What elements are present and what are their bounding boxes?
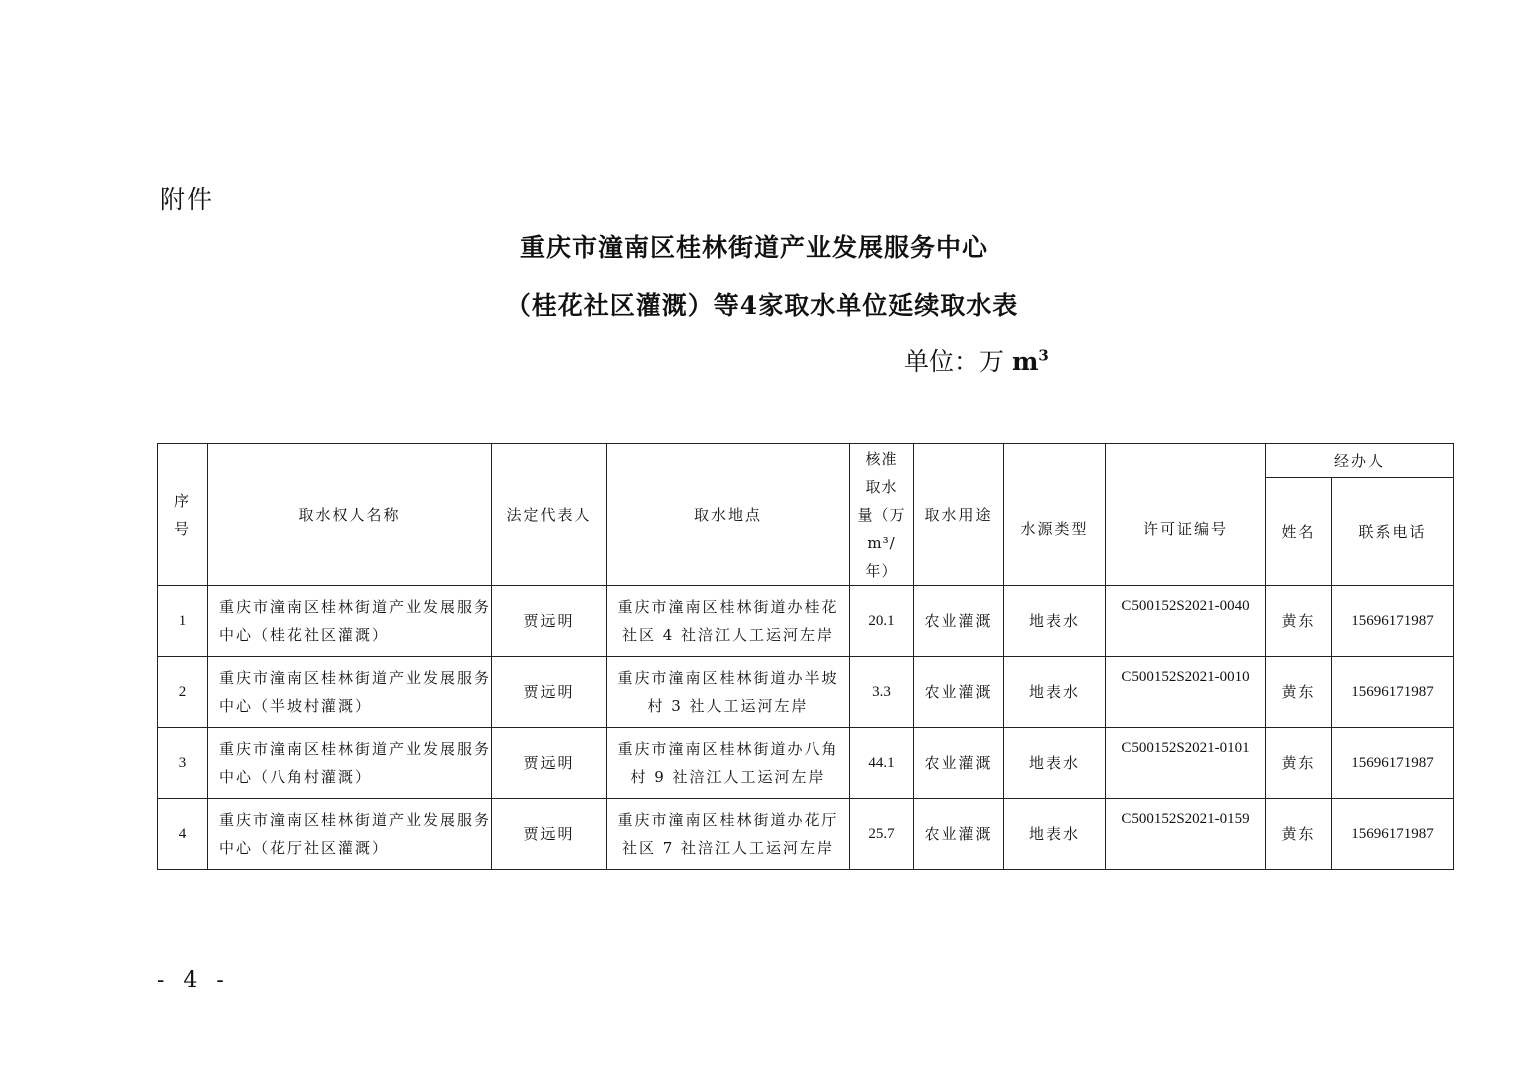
cell-name: 重庆市潼南区桂林街道产业发展服务 中心（桂花社区灌溉） <box>208 586 492 657</box>
cell-handler-name: 黄东 <box>1266 657 1332 728</box>
cell-permit-no: C500152S2021-0159 <box>1106 799 1266 870</box>
header-quantity: 核准 取水 量（万 m³/ 年） <box>850 444 914 586</box>
cell-source-type: 地表水 <box>1004 728 1106 799</box>
cell-location: 重庆市潼南区桂林街道办桂花 社区 4 社涪江人工运河左岸 <box>607 586 850 657</box>
table-row <box>158 799 1454 870</box>
cell-quantity: 44.1 <box>850 728 914 799</box>
water-intake-table <box>157 443 1454 870</box>
unit-sup: 3 <box>1038 346 1049 365</box>
cell-seq: 4 <box>158 799 208 870</box>
cell-seq: 1 <box>158 586 208 657</box>
cell-handler-phone: 15696171987 <box>1332 728 1454 799</box>
cell-source-type: 地表水 <box>1004 586 1106 657</box>
header-usage: 取水用途 <box>914 444 1004 586</box>
header-location: 取水地点 <box>607 444 850 586</box>
cell-handler-name: 黄东 <box>1266 728 1332 799</box>
cell-usage: 农业灌溉 <box>914 728 1004 799</box>
table-row <box>158 586 1454 657</box>
attachment-label: 附件 <box>160 185 215 214</box>
cell-source-type: 地表水 <box>1004 657 1106 728</box>
header-permit-no: 许可证编号 <box>1106 444 1266 586</box>
cell-name: 重庆市潼南区桂林街道产业发展服务 中心（花厅社区灌溉） <box>208 799 492 870</box>
cell-permit-no: C500152S2021-0040 <box>1106 586 1266 657</box>
header-legal-rep: 法定代表人 <box>492 444 607 586</box>
cell-usage: 农业灌溉 <box>914 586 1004 657</box>
page-number: - 4 - <box>157 968 230 993</box>
header-seq: 序 号 <box>158 444 208 586</box>
document-title-line2: （桂花社区灌溉）等4家取水单位延续取水表 <box>505 291 1019 320</box>
cell-handler-phone: 15696171987 <box>1332 657 1454 728</box>
header-source-type: 水源类型 <box>1004 444 1106 586</box>
cell-location: 重庆市潼南区桂林街道办八角 村 9 社涪江人工运河左岸 <box>607 728 850 799</box>
cell-usage: 农业灌溉 <box>914 657 1004 728</box>
cell-handler-phone: 15696171987 <box>1332 799 1454 870</box>
cell-permit-no: C500152S2021-0101 <box>1106 728 1266 799</box>
unit-m: m <box>1011 347 1039 376</box>
cell-handler-name: 黄东 <box>1266 586 1332 657</box>
cell-permit-no: C500152S2021-0010 <box>1106 657 1266 728</box>
cell-legal-rep: 贾远明 <box>492 728 607 799</box>
cell-legal-rep: 贾远明 <box>492 799 607 870</box>
header-handler: 经办人 <box>1266 444 1454 478</box>
cell-quantity: 20.1 <box>850 586 914 657</box>
cell-legal-rep: 贾远明 <box>492 586 607 657</box>
cell-location: 重庆市潼南区桂林街道办花厅 社区 7 社涪江人工运河左岸 <box>607 799 850 870</box>
unit-label <box>904 342 1049 378</box>
document-title-line1: 重庆市潼南区桂林街道产业发展服务中心 <box>519 233 988 262</box>
cell-quantity: 25.7 <box>850 799 914 870</box>
header-handler-name: 姓名 <box>1266 478 1332 586</box>
header-handler-phone: 联系电话 <box>1332 478 1454 586</box>
cell-name: 重庆市潼南区桂林街道产业发展服务 中心（八角村灌溉） <box>208 728 492 799</box>
header-name: 取水权人名称 <box>208 444 492 586</box>
cell-legal-rep: 贾远明 <box>492 657 607 728</box>
cell-location: 重庆市潼南区桂林街道办半坡 村 3 社人工运河左岸 <box>607 657 850 728</box>
cell-name: 重庆市潼南区桂林街道产业发展服务 中心（半坡村灌溉） <box>208 657 492 728</box>
cell-source-type: 地表水 <box>1004 799 1106 870</box>
unit-text: 单位：万 <box>904 347 1005 376</box>
table-row <box>158 728 1454 799</box>
cell-quantity: 3.3 <box>850 657 914 728</box>
cell-handler-phone: 15696171987 <box>1332 586 1454 657</box>
table-row <box>158 657 1454 728</box>
cell-usage: 农业灌溉 <box>914 799 1004 870</box>
cell-seq: 2 <box>158 657 208 728</box>
cell-seq: 3 <box>158 728 208 799</box>
cell-handler-name: 黄东 <box>1266 799 1332 870</box>
